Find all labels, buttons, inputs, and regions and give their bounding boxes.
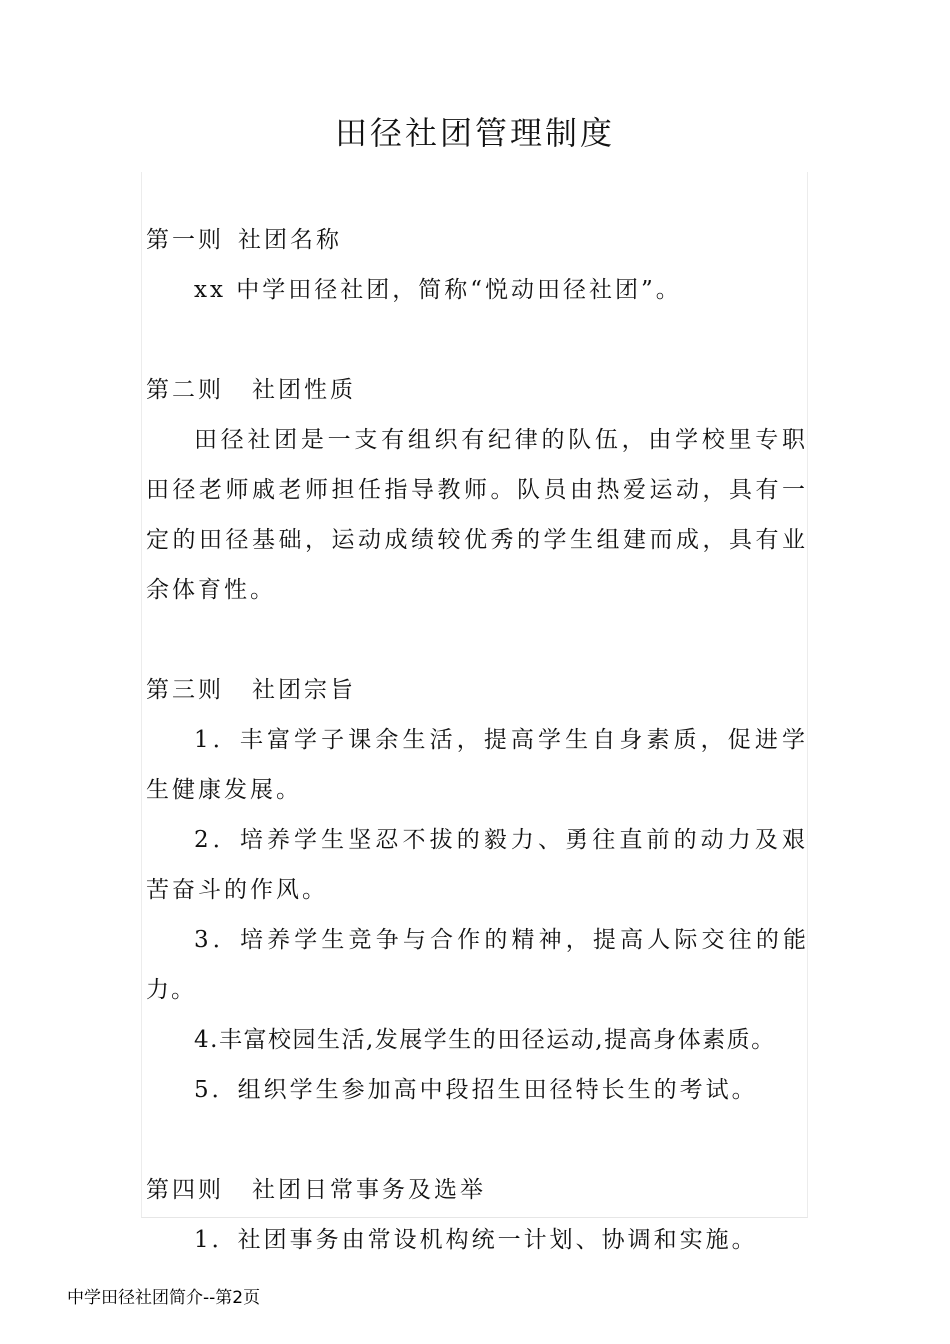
list-item: 5．组织学生参加高中段招生田径特长生的考试。: [194, 1077, 758, 1103]
section-heading-4: [146, 1165, 808, 1215]
section-number: 第一则: [146, 227, 224, 253]
list-item: 1．丰富学子课余生活，提高学生自身素质，促进学生健康发展。: [146, 727, 808, 803]
section-heading-3: [146, 665, 808, 715]
list-item: 4.丰富校园生活,发展学生的田径运动,提高身体素质。: [194, 1027, 776, 1053]
section-number: 第三则: [146, 677, 224, 703]
section-title: 社团名称: [238, 227, 342, 253]
list-item: 3．培养学生竞争与合作的精神，提高人际交往的能力。: [146, 927, 808, 1003]
section-title: 社团性质: [252, 377, 356, 403]
page-footer: 中学田径社团简介--第2页: [67, 1288, 261, 1308]
document-title: 田径社团管理制度: [334, 114, 615, 152]
list-item: 2．培养学生坚忍不拔的毅力、勇往直前的动力及艰苦奋斗的作风。: [146, 827, 808, 903]
section-title: 社团日常事务及选举: [252, 1177, 486, 1203]
section-heading-1: [146, 215, 808, 265]
section-heading-2: [146, 365, 808, 415]
section-1-paragraph-1: xx 中学田径社团，简称“悦动田径社团”。: [194, 277, 682, 303]
document-body: [146, 215, 808, 1265]
section-number: 第四则: [146, 1177, 224, 1203]
section-number: 第二则: [146, 377, 224, 403]
section-2-paragraph-1: 田径社团是一支有组织有纪律的队伍，由学校里专职田径老师戚老师担任指导教师。队员由热爱运动，具有一定的田径基础，运动成绩较优秀的学生组建而成，具有业余体育性。: [146, 427, 808, 603]
section-title: 社团宗旨: [252, 677, 356, 703]
list-item: 1．社团事务由常设机构统一计划、协调和实施。: [194, 1227, 758, 1253]
